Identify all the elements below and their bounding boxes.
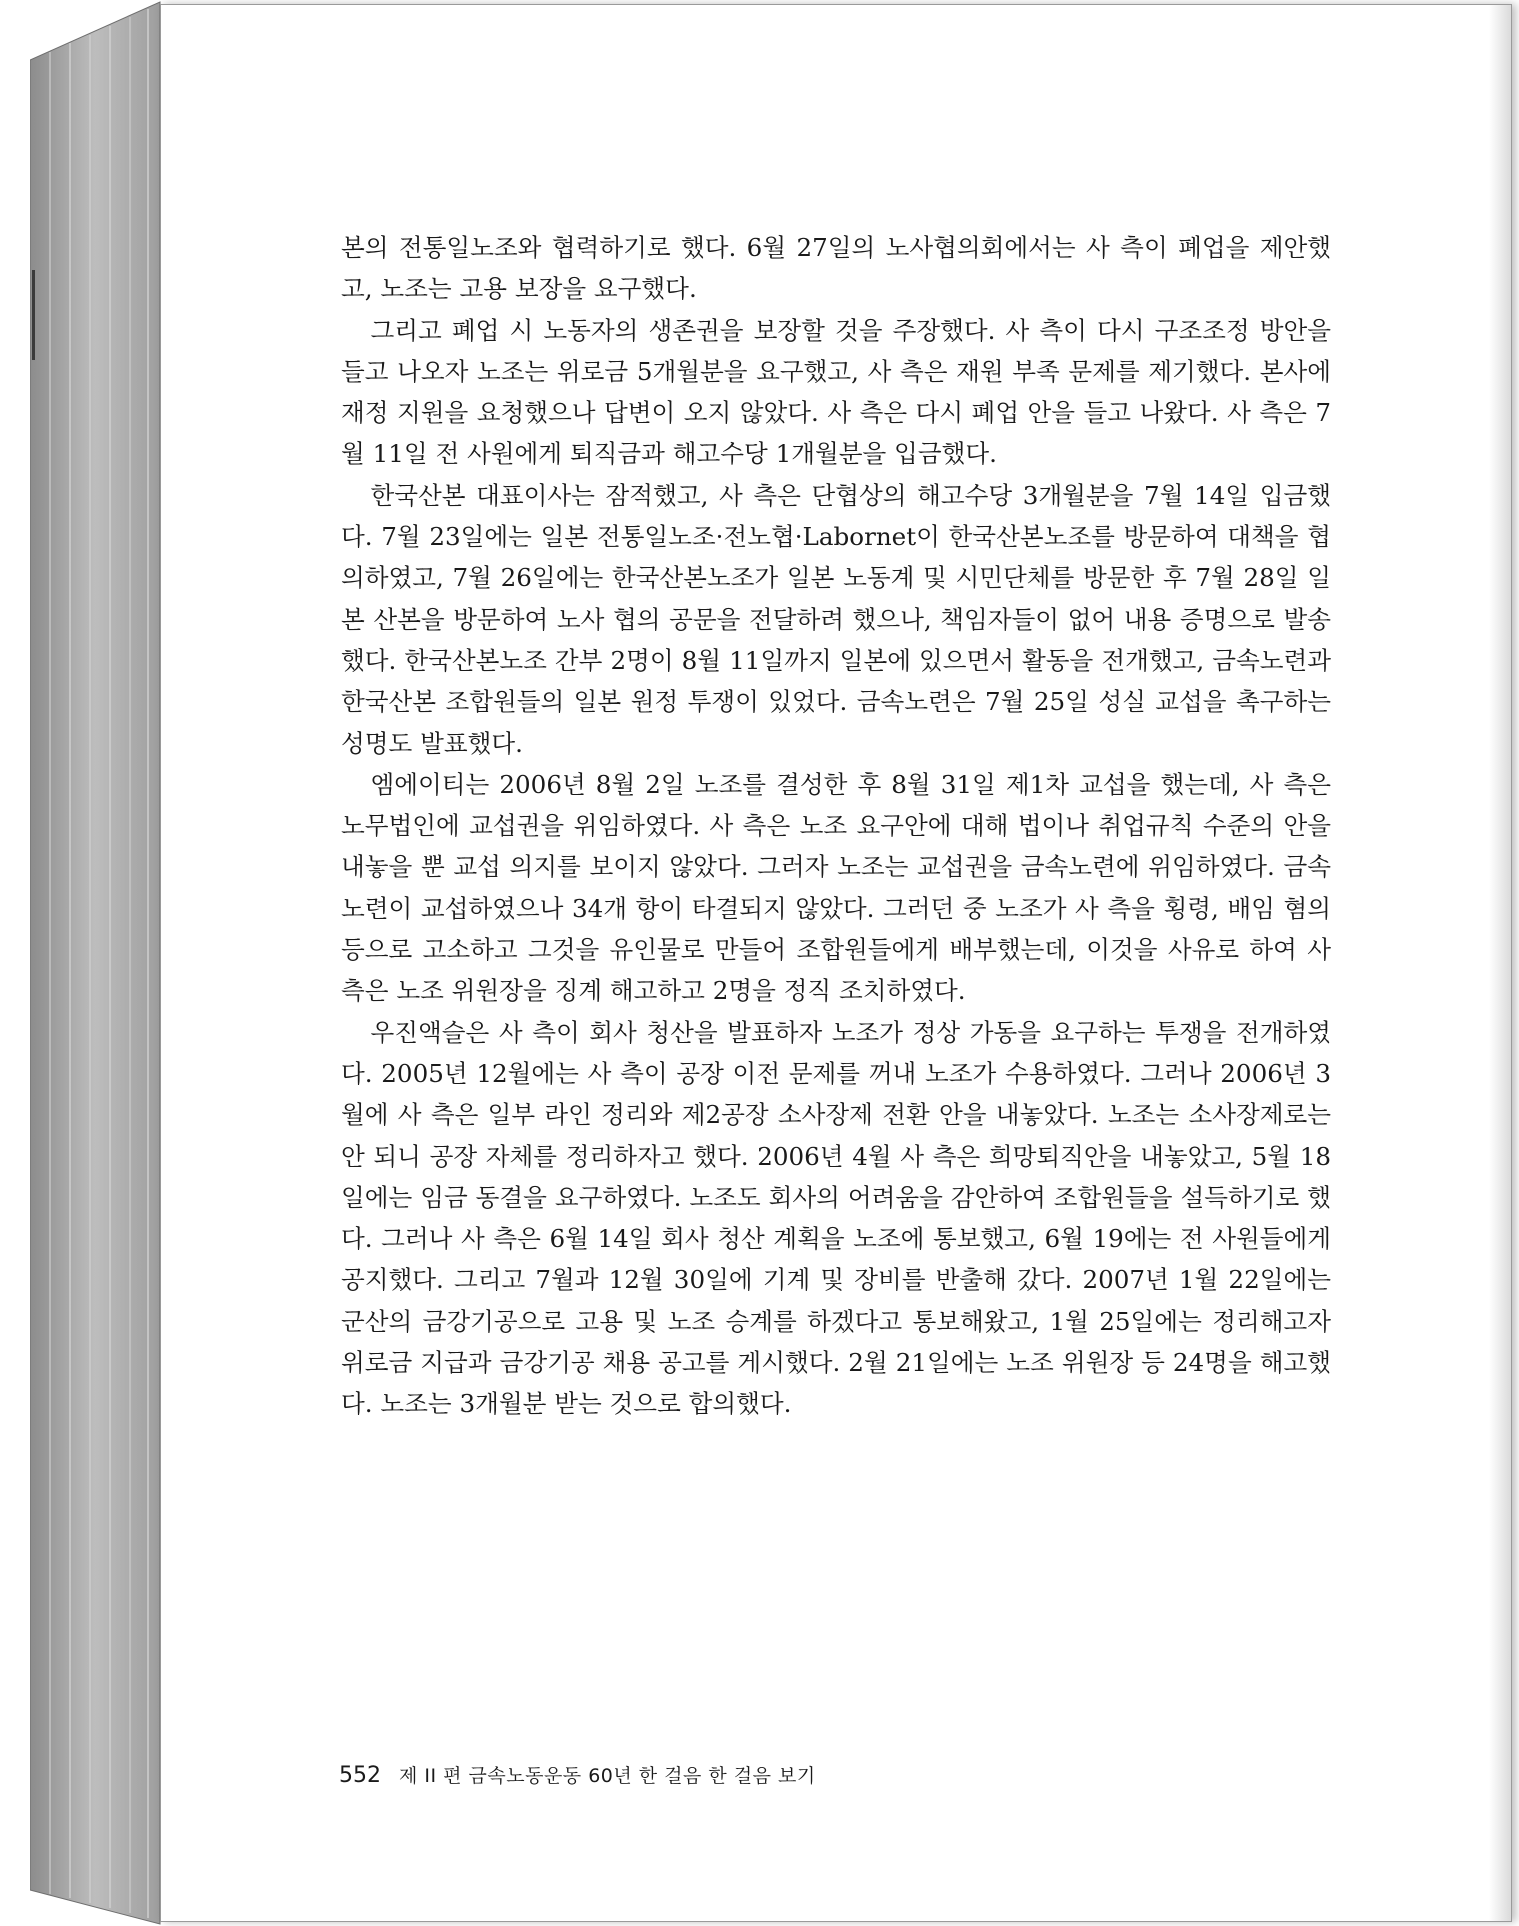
page-footer <box>339 1761 816 1788</box>
paragraph-3: 한국산본 대표이사는 잠적했고, 사 측은 단협상의 해고수당 3개월분을 7월 14일 입금했다. 7월 23일에는 일본 전통일노조·전노협·Labornet이 한국산본노조를 방문하여 대책을 협의하였고, 7월 26일에는 한국산본노조가 일본 노동계 및 시민단체를 방문한 후 7월 28일 일본 산본을 방문하여 노사 협의 공문을 전달하려 했으나, 책임자들이 없어 내용 증명으로 발송했다. 한국산본노조 간부 2명이 8월 11일까지 일본에 있으면서 활동을 전개했고, 금속노련과 한국산본 조합원들의 일본 원정 투쟁이 있었다. 금속노련은 7월 25일 성실 교섭을 촉구하는 성명도 발표했다. <box>341 480 1331 758</box>
body-text <box>341 227 1331 1425</box>
book-edge-graphic <box>30 0 162 1926</box>
book-page <box>160 4 1512 1922</box>
book-page-stack <box>30 0 162 1926</box>
page-number: 552 <box>339 1763 381 1788</box>
paragraph-2: 그리고 폐업 시 노동자의 생존권을 보장할 것을 주장했다. 사 측이 다시 구조조정 방안을 들고 나오자 노조는 위로금 5개월분을 요구했고, 사 측은 재원 부족 문제를 제기했다. 본사에 재정 지원을 요청했으나 답변이 오지 않았다. 사 측은 다시 폐업 안을 들고 나왔다. 사 측은 7월 11일 전 사원에게 퇴직금과 해고수당 1개월분을 입금했다. <box>341 315 1331 469</box>
running-title: 제 II 편 금속노동운동 60년 한 걸음 한 걸음 보기 <box>399 1765 816 1787</box>
paragraph-1: 본의 전통일노조와 협력하기로 했다. 6월 27일의 노사협의회에서는 사 측이 폐업을 제안했고, 노조는 고용 보장을 요구했다. <box>341 233 1331 304</box>
page-edge-shadow <box>1489 5 1511 1921</box>
paragraph-5: 우진액슬은 사 측이 회사 청산을 발표하자 노조가 정상 가동을 요구하는 투쟁을 전개하였다. 2005년 12월에는 사 측이 공장 이전 문제를 꺼내 노조가 수용하였다. 그러나 2006년 3월에 사 측은 일부 라인 정리와 제2공장 소사장제 전환 안을 내놓았다. 노조는 소사장제로는 안 되니 공장 자체를 정리하자고 했다. 2006년 4월 사 측은 희망퇴직안을 내놓았고, 5월 18일에는 임금 동결을 요구하였다. 노조도 회사의 어려움을 감안하여 조합원들을 설득하기로 했다. 그러나 사 측은 6월 14일 회사 청산 계획을 노조에 통보했고, 6월 19에는 전 사원들에게 공지했다. 그리고 7월과 12월 30일에 기계 및 장비를 반출해 갔다. 2007년 1월 22일에는 군산의 금강기공으로 고용 및 노조 승계를 하겠다고 통보해왔고, 1월 25일에는 정리해고자 위로금 지급과 금강기공 채용 공고를 게시했다. 2월 21일에는 노조 위원장 등 24명을 해고했다. 노조는 3개월분 받는 것으로 합의했다. <box>341 1017 1331 1419</box>
paragraph-4: 엠에이티는 2006년 8월 2일 노조를 결성한 후 8월 31일 제1차 교섭을 했는데, 사 측은 노무법인에 교섭권을 위임하였다. 사 측은 노조 요구안에 대해 법이나 취업규칙 수준의 안을 내놓을 뿐 교섭 의지를 보이지 않았다. 그러자 노조는 교섭권을 금속노련에 위임하였다. 금속노련이 교섭하였으나 34개 항이 타결되지 않았다. 그러던 중 노조가 사 측을 횡령, 배임 혐의 등으로 고소하고 그것을 유인물로 만들어 조합원들에게 배부했는데, 이것을 사유로 하여 사 측은 노조 위원장을 징계 해고하고 2명을 정직 조치하였다. <box>341 769 1331 1006</box>
